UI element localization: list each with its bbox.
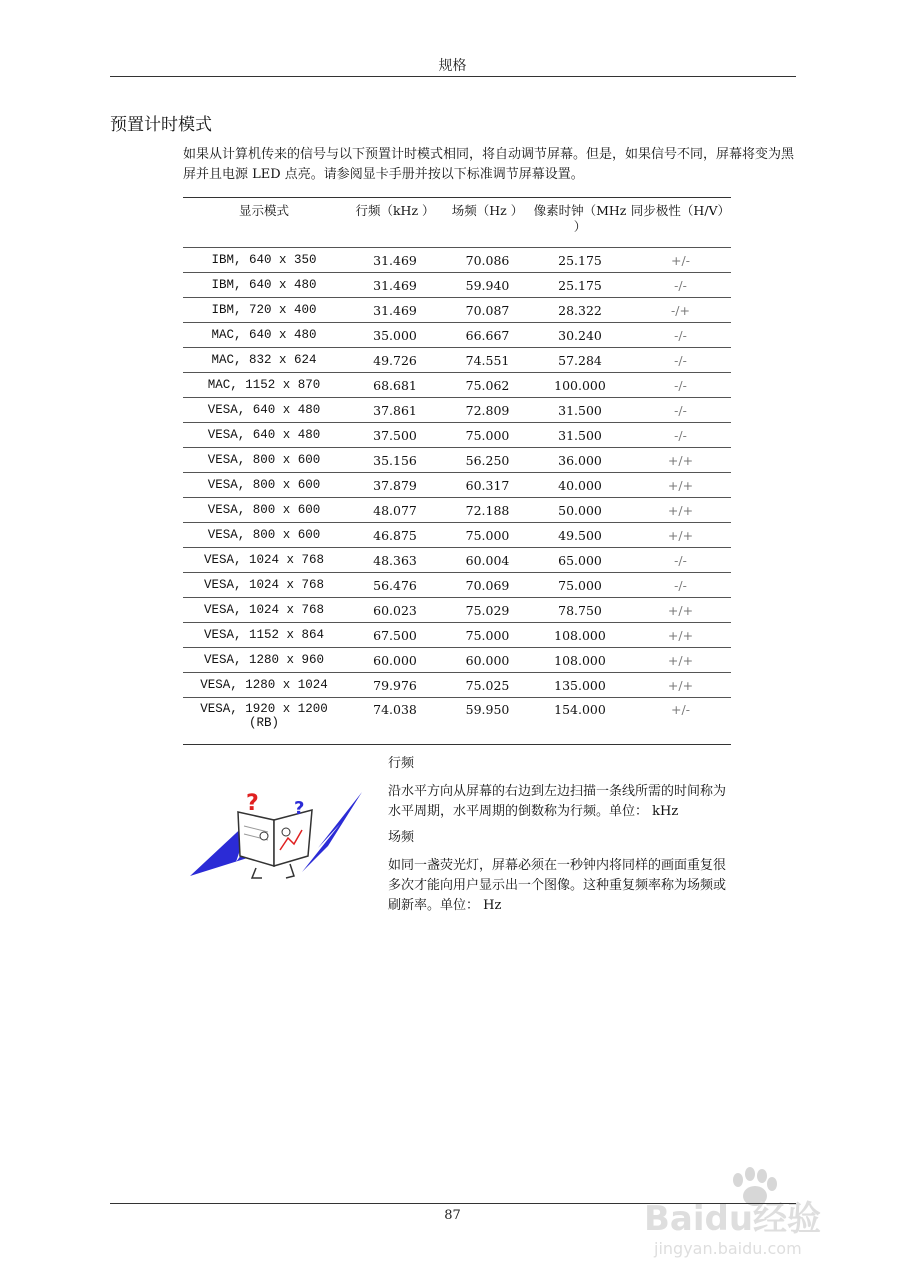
vfreq-cell: 56.250 [445,448,530,473]
hfreq-cell: 60.023 [345,598,445,623]
pixel-clock-cell: 28.322 [530,298,630,323]
vfreq-cell: 60.000 [445,648,530,673]
table-row [183,498,731,523]
table-row [183,448,731,473]
pixel-clock-cell: 100.000 [530,373,630,398]
hfreq-cell: 68.681 [345,373,445,398]
pixel-clock-cell: 65.000 [530,548,630,573]
hfreq-term: 行频 [388,756,415,771]
mode-cell: IBM, 640 x 350 [183,248,345,273]
hfreq-cell: 31.469 [345,248,445,273]
confused-book-character-icon [190,790,362,886]
hfreq-cell: 79.976 [345,673,445,698]
pixel-clock-cell: 49.500 [530,523,630,548]
vfreq-cell: 75.000 [445,423,530,448]
vfreq-cell: 72.809 [445,398,530,423]
mode-cell: VESA, 1024 x 768 [183,548,345,573]
sync-polarity-cell: +/+ [630,448,731,473]
table-row [183,698,731,745]
hfreq-definition: 沿水平方向从屏幕的右边到左边扫描一条线所需的时间称为水平周期，水平周期的倒数称为行频。单位： kHz [388,784,727,819]
sync-polarity-cell: -/- [630,273,731,298]
pixel-clock-cell: 57.284 [530,348,630,373]
hfreq-cell: 49.726 [345,348,445,373]
sync-polarity-cell: -/- [630,573,731,598]
preset-timing-table [183,197,731,745]
pixel-clock-cell: 135.000 [530,673,630,698]
page-header-title: 规格 [438,58,467,74]
hfreq-cell: 37.500 [345,423,445,448]
sync-polarity-cell: +/- [630,248,731,273]
vfreq-cell: 75.000 [445,623,530,648]
hfreq-cell: 37.879 [345,473,445,498]
mode-cell: VESA, 800 x 600 [183,523,345,548]
header-sync-polarity: 同步极性（H/V） [630,198,731,248]
header-display-mode: 显示模式 [183,198,345,248]
mode-cell: IBM, 640 x 480 [183,273,345,298]
pixel-clock-cell: 78.750 [530,598,630,623]
hfreq-cell: 60.000 [345,648,445,673]
table-row [183,423,731,448]
vfreq-cell: 70.087 [445,298,530,323]
table-row [183,373,731,398]
baidu-watermark-logo [642,1150,852,1260]
footer-divider [110,1203,796,1204]
pixel-clock-cell: 108.000 [530,623,630,648]
vfreq-term: 场频 [388,830,415,845]
watermark-url: jingyan.baidu.com [654,1239,802,1258]
sync-polarity-cell: +/+ [630,648,731,673]
vfreq-cell: 60.004 [445,548,530,573]
sync-polarity-cell: -/- [630,548,731,573]
pixel-clock-cell: 30.240 [530,323,630,348]
watermark-brand: Baidu经验 [644,1199,822,1239]
pixel-clock-cell: 25.175 [530,273,630,298]
pixel-clock-cell: 108.000 [530,648,630,673]
table-row [183,298,731,323]
question-mark-blue: ? [294,798,305,819]
header-vertical-frequency: 场频（Hz ） [445,198,530,248]
sync-polarity-cell: +/+ [630,673,731,698]
mode-cell: IBM, 720 x 400 [183,298,345,323]
sync-polarity-cell: -/+ [630,298,731,323]
vfreq-cell: 59.950 [465,702,510,717]
mode-cell: VESA, 1152 x 864 [183,623,345,648]
vfreq-definition: 如同一盏荧光灯，屏幕必须在一秒钟内将同样的画面重复很多次才能向用户显示出一个图像。这种重复频率称为场频或刷新率。单位： Hz [388,858,727,913]
hfreq-cell: 67.500 [345,623,445,648]
sync-polarity-cell: -/- [630,423,731,448]
sync-polarity-cell: -/- [630,373,731,398]
pixel-clock-cell: 40.000 [530,473,630,498]
table-row [183,248,731,273]
mode-cell: MAC, 640 x 480 [183,323,345,348]
table-row [183,673,731,698]
hfreq-cell: 56.476 [345,573,445,598]
blue-lightning-right [302,792,362,872]
mode-cell: VESA, 800 x 600 [183,448,345,473]
mode-cell: VESA, 1280 x 960 [183,648,345,673]
book-figure [238,810,312,878]
pixel-clock-cell: 25.175 [530,248,630,273]
mode-cell: VESA, 1024 x 768 [183,573,345,598]
vfreq-cell: 75.000 [445,523,530,548]
table-row [183,323,731,348]
hfreq-cell: 37.861 [345,398,445,423]
table-row [183,398,731,423]
vfreq-cell: 59.940 [445,273,530,298]
section-title: 预置计时模式 [110,115,212,135]
hfreq-cell: 31.469 [345,298,445,323]
mode-cell: VESA, 1920 x 1200 (RB) [200,702,328,730]
table-body [183,248,731,745]
frequency-notes [388,754,738,922]
header-horizontal-frequency: 行频（kHz ） [345,198,445,248]
hfreq-cell: 74.038 [373,702,417,717]
vfreq-cell: 60.317 [445,473,530,498]
mode-cell: VESA, 1024 x 768 [183,598,345,623]
vfreq-cell: 72.188 [445,498,530,523]
table-row [183,273,731,298]
hfreq-cell: 48.077 [345,498,445,523]
sync-polarity-cell: -/- [630,323,731,348]
pixel-clock-cell: 154.000 [554,702,606,717]
table-row [183,623,731,648]
question-mark-red: ? [246,791,259,816]
hfreq-cell: 35.156 [345,448,445,473]
table-row [183,473,731,498]
vfreq-cell: 75.025 [445,673,530,698]
mode-cell: VESA, 1280 x 1024 [183,673,345,698]
mode-cell: MAC, 1152 x 870 [183,373,345,398]
vfreq-cell: 70.069 [445,573,530,598]
sync-polarity-cell: +/+ [630,623,731,648]
sync-polarity-cell: +/+ [630,598,731,623]
table-header-row [183,198,731,248]
mode-cell: VESA, 800 x 600 [183,498,345,523]
hfreq-cell: 35.000 [345,323,445,348]
hfreq-cell: 46.875 [345,523,445,548]
mode-cell: VESA, 640 x 480 [183,398,345,423]
pixel-clock-cell: 31.500 [530,423,630,448]
hfreq-cell: 48.363 [345,548,445,573]
pixel-clock-cell: 36.000 [530,448,630,473]
vfreq-cell: 75.062 [445,373,530,398]
mode-cell: MAC, 832 x 624 [183,348,345,373]
vfreq-cell: 75.029 [445,598,530,623]
page-number: 87 [444,1208,461,1223]
pixel-clock-cell: 50.000 [530,498,630,523]
vfreq-cell: 66.667 [445,323,530,348]
sync-polarity-cell: -/- [630,398,731,423]
table-row [183,523,731,548]
vfreq-cell: 74.551 [445,348,530,373]
pixel-clock-cell: 75.000 [530,573,630,598]
vfreq-cell: 70.086 [445,248,530,273]
header-divider [110,76,796,77]
sync-polarity-cell: +/+ [630,523,731,548]
table-row [183,573,731,598]
sync-polarity-cell: -/- [630,348,731,373]
sync-polarity-cell: +/+ [630,498,731,523]
intro-paragraph: 如果从计算机传来的信号与以下预置计时模式相同，将自动调节屏幕。但是，如果信号不同，屏幕将变为黑屏并且电源 LED 点亮。请参阅显卡手册并按以下标准调节屏幕设置。 [183,147,795,182]
table-row [183,598,731,623]
sync-polarity-cell: +/+ [630,473,731,498]
pixel-clock-cell: 31.500 [530,398,630,423]
hfreq-cell: 31.469 [345,273,445,298]
table-row [183,548,731,573]
mode-cell: VESA, 800 x 600 [183,473,345,498]
header-pixel-clock: 像素时钟（MHz ） [530,198,630,248]
table-row [183,648,731,673]
sync-polarity-cell: +/- [671,702,690,717]
table-row [183,348,731,373]
mode-cell: VESA, 640 x 480 [183,423,345,448]
